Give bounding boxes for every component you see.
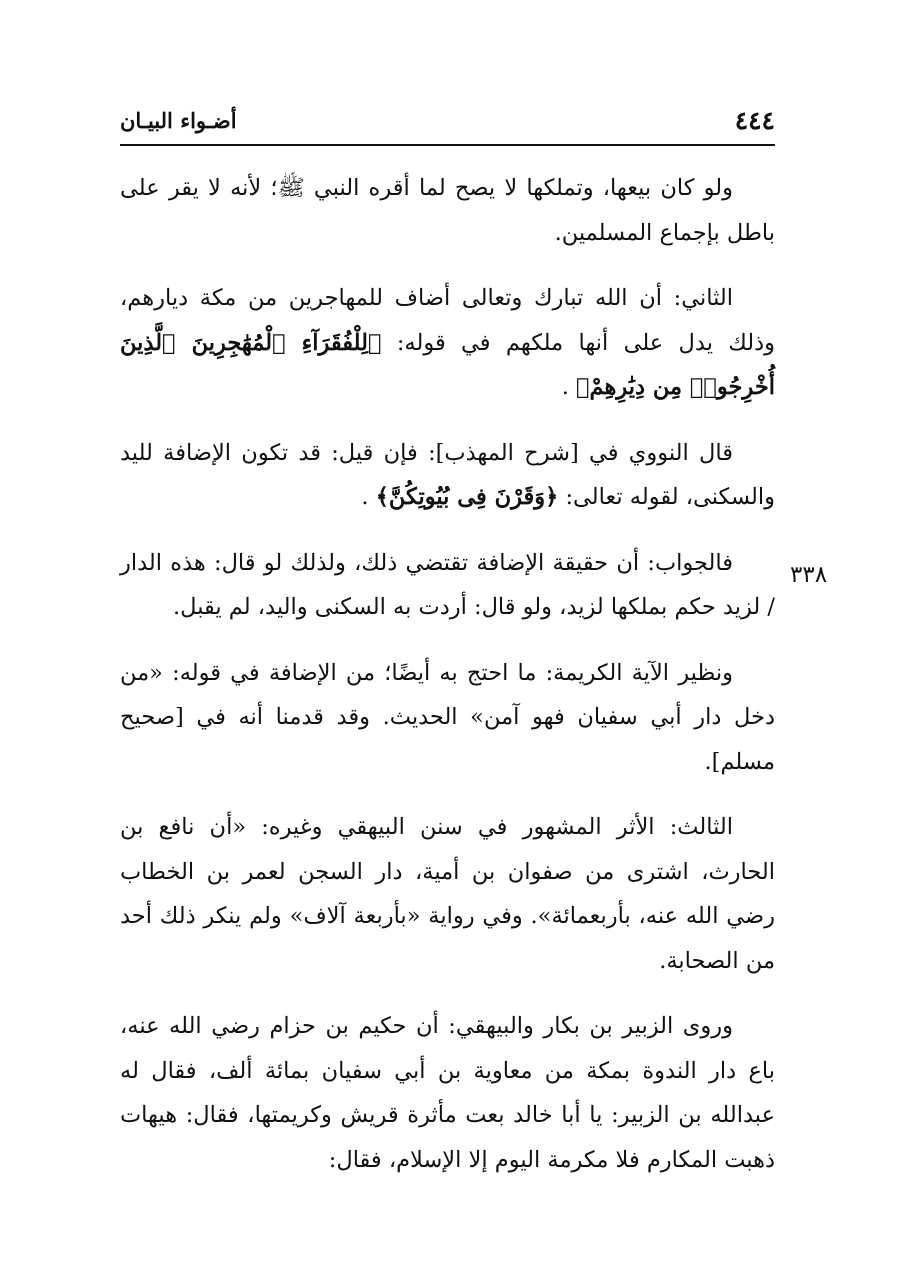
body-text xyxy=(120,166,775,1203)
paragraph-7: وروى الزبير بن بكار والبيهقي: أن حكيم بن حزام رضي الله عنه، باع دار الندوة بمكة من معاوية بن أبي سفيان بمائة ألف، فقال له عبدالله بن الزبير: يا أبا خالد بعت مأثرة قريش وكريمتها، فقال: هيهات ذهبت المكارم فلا مكرمة اليوم إلا الإسلام، فقال: xyxy=(120,1013,775,1173)
paragraph-5: ونظير الآية الكريمة: ما احتج به أيضًا؛ من الإضافة في قوله: «من دخل دار أبي سفيان فهو آمن» الحديث. وقد قدمنا أنه في [صحيح مسلم]. xyxy=(120,659,775,775)
paragraph-2-text: الثاني: أن الله تبارك وتعالى أضاف للمهاجرين من مكة ديارهم، وذلك يدل على أنها ملكهم في قوله: xyxy=(120,285,776,356)
paragraph-3-end: . xyxy=(361,484,369,510)
paragraph-3 xyxy=(120,431,775,520)
paragraph-2 xyxy=(120,276,775,410)
paragraph-4: فالجواب: أن حقيقة الإضافة تقتضي ذلك، ولذلك لو قال: هذه الدار / لزيد حكم بملكها لزيد، ولو قال: أردت به السكنى واليد، لم يقبل. xyxy=(120,549,775,620)
quran-verse-buyut: ﴿وَقَرْنَ فِى بُيُوتِكُنَّ﴾ xyxy=(375,484,559,510)
page-header xyxy=(120,104,775,146)
paragraph-1: ولو كان بيعها، وتملكها لا يصح لما أقره النبي ﷺ؛ لأنه لا يقر على باطل بإجماع المسلمين. xyxy=(120,175,775,246)
paragraph-6: الثالث: الأثر المشهور في سنن البيهقي وغيره: «أن نافع بن الحارث، اشترى من صفوان بن أمية، دار السجن لعمر بن الخطاب رضي الله عنه، بأربعمائة». وفي رواية «بأربعة آلاف» ولم ينكر ذلك أحد من الصحابة. xyxy=(120,814,775,974)
book-title: أضـواء البيـان xyxy=(120,108,237,133)
page-number: ٤٤٤ xyxy=(734,106,775,135)
paragraph-2-end: . xyxy=(561,374,569,400)
original-page-marker: ٣٣٨ xyxy=(790,562,828,588)
paragraph-3-text: قال النووي في [شرح المهذب]: فإن قيل: قد تكون الإضافة لليد والسكنى، لقوله تعالى: xyxy=(120,439,775,510)
quran-verse-muhajirin: ﴿لِلْفُقَرَآءِ ٱلْمُهَٰجِرِينَ ٱلَّذِينَ أُخْرِجُوا۟ مِن دِيَٰرِهِمْ﴾ xyxy=(120,329,775,400)
